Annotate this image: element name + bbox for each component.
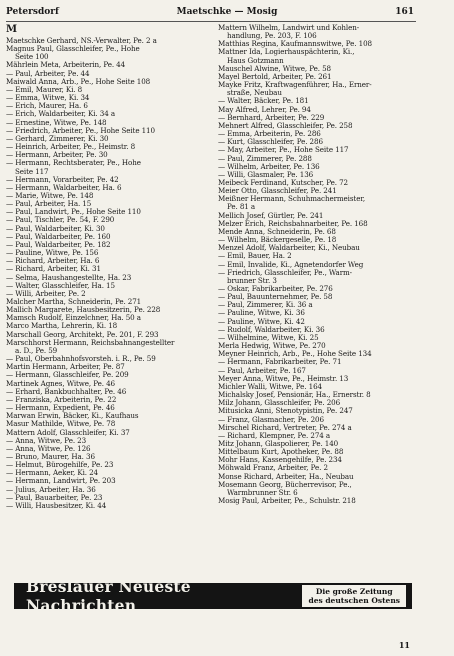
header-rule — [6, 21, 416, 22]
directory-entry: Mattern Adolf, Glasschleifer, Ki. 37 — [6, 428, 130, 437]
directory-entry: — Franz, Glasmacher, Pe. 206 — [218, 415, 324, 424]
directory-entry: — Paul, Waldarbeiter, Ki. 30 — [6, 224, 105, 233]
section-letter: M — [6, 24, 17, 35]
directory-entry: — May, Arbeiter, Pe., Hohe Seite 117 — [218, 146, 349, 155]
newspaper-tagline — [302, 585, 406, 607]
tagline-line-2: des deutschen Ostens — [308, 596, 400, 605]
directory-entry: — Paul, Waldarbeiter, Pe. 182 — [6, 240, 111, 249]
directory-entry: — Willi, Hausbesitzer, Ki. 44 — [6, 501, 107, 510]
directory-entry: — Franziska, Arbeiterin, Pe. 22 — [6, 395, 117, 404]
directory-entry: — Paul, Arbeiter, Ha. 15 — [6, 200, 92, 209]
directory-entry: — Paul, Oberbahnhofsvorsteh. i. R., Pe. 59 — [6, 355, 156, 364]
directory-entry: Mittelbaum Kurt, Apotheker, Pe. 88 — [218, 448, 344, 457]
directory-entry: — Paul, Waldarbeiter, Pe. 160 — [6, 232, 111, 241]
footer-page-number: 11 — [398, 640, 410, 650]
directory-entry: — Marie, Witwe, Pe. 148 — [6, 191, 94, 200]
advertisement-banner — [14, 577, 412, 615]
directory-entry: Mende Anna, Schneiderin, Pe. 68 — [218, 227, 336, 236]
directory-entry: — Emma, Witwe, Ki. 34 — [6, 94, 90, 103]
directory-entry: Michler Walli, Witwe, Pe. 164 — [218, 382, 322, 391]
directory-entry: Mehnert Alfred, Glasschleifer, Pe. 258 — [218, 121, 353, 130]
directory-entry: Maetschke Gerhard, NS.-Verwalter, Pe. 2 a — [6, 37, 157, 45]
directory-entry: — Helmut, Bürogehilfe, Pe. 23 — [6, 461, 114, 470]
directory-entry: Meier Otto, Glasschleifer, Pe. 241 — [218, 187, 337, 196]
directory-entry: Pe. 81 a — [227, 203, 256, 212]
directory-entry: Mallich Margarete, Hausbesitzerin, Pe. 228 — [6, 306, 161, 315]
directory-entry: Warmbrunner Str. 6 — [227, 488, 298, 497]
directory-entry: a. D., Pe. 59 — [15, 346, 58, 355]
directory-entry: — Hermann, Vorarbeiter, Pe. 42 — [6, 175, 119, 184]
directory-entry: Meißner Hermann, Schuhmachermeister, — [218, 195, 366, 204]
directory-entry: Maiwald Anna, Arb., Pe., Hohe Seite 108 — [6, 77, 151, 86]
directory-entry: — Paul, Bauarbeiter, Pe. 23 — [6, 493, 103, 502]
directory-entry: Meibeck Ferdinand, Kutscher, Pe. 72 — [218, 178, 348, 187]
directory-entry: Mayke Fritz, Kraftwagenführer, Ha., Erner- — [218, 81, 372, 90]
directory-entry: straße, Neubau — [227, 89, 282, 98]
directory-entry: — Paul, Zimmerer, Pe. 288 — [218, 154, 312, 163]
directory-entry: Merla Hedwig, Witwe, Pe. 270 — [218, 342, 326, 351]
directory-entry: Mattern Wilhelm, Landwirt und Kohlen- — [218, 24, 360, 32]
directory-entry: — Hermann, Waldarbeiter, Ha. 6 — [6, 183, 122, 192]
directory-entry: Marschall Georg, Architekt, Pe. 201, F. 293 — [6, 330, 159, 339]
directory-entry: Seite 100 — [15, 53, 49, 62]
directory-entry: Mauschel Alwine, Witwe, Pe. 58 — [218, 64, 331, 73]
right-column — [218, 24, 426, 505]
directory-entry: Martin Hermann, Arbeiter, Pe. 87 — [6, 363, 125, 372]
directory-entry: — Erich, Maurer, Ha. 6 — [6, 102, 88, 111]
directory-entry: Mitusicka Anni, Stenotypistin, Pe. 247 — [218, 407, 353, 416]
directory-entry: — Hermann, Glasschleifer, Pe. 209 — [6, 371, 129, 380]
directory-entry: — Erich, Waldarbeiter, Ki. 34 a — [6, 110, 115, 119]
directory-entry: Mirschel Richard, Vertreter, Pe. 274 a — [218, 423, 352, 432]
header-place: Petersdorf — [6, 7, 59, 17]
directory-entry: Mattner Ida, Logierhauspächterin, Ki., — [218, 48, 355, 57]
directory-entry: Monse Richard, Arbeiter, Ha., Neubau — [218, 472, 354, 481]
directory-entry: — Richard, Klempner, Pe. 274 a — [218, 431, 331, 440]
directory-entry: Malcher Martha, Schneiderin, Pe. 271 — [6, 298, 142, 306]
directory-entry: — Friedrich, Glasschleifer, Pe., Warm- — [218, 268, 352, 277]
directory-entry: Matthias Regina, Kaufmannswitwe, Pe. 108 — [218, 40, 372, 49]
directory-entry: — Paul, Zimmerer, Ki. 36 a — [218, 301, 313, 310]
directory-entry: — Richard, Arbeiter, Ha. 6 — [6, 257, 100, 266]
directory-entry: — Ernestine, Witwe, Pe. 148 — [6, 118, 107, 127]
directory-entry: Mosig Paul, Arbeiter, Pe., Schulstr. 218 — [218, 497, 356, 506]
directory-entry: — Emil, Maurer, Ki. 8 — [6, 85, 83, 94]
directory-entry: Michalsky Josef, Pensionär, Ha., Ernerstr. 8 — [218, 391, 371, 400]
directory-entry: — Gerhard, Zimmerer, Ki. 30 — [6, 134, 109, 143]
directory-entry: — Paul, Arbeiter, Pe. 44 — [6, 69, 90, 78]
directory-entry: Marwan Erwin, Bäcker, Ki., Kaufhaus — [6, 412, 139, 421]
directory-entry: — Friedrich, Arbeiter, Pe., Hohe Seite 110 — [6, 126, 155, 135]
directory-entry: Marco Martha, Lehrerin, Ki. 18 — [6, 322, 118, 331]
directory-entry: — Bruno, Maurer, Ha. 36 — [6, 452, 95, 461]
directory-entry: Möhwald Franz, Arbeiter, Pe. 2 — [218, 464, 328, 473]
directory-entry: — Willi, Glasmaler, Pe. 136 — [218, 170, 314, 179]
directory-entry: Mellich Josef, Gürtler, Pe. 241 — [218, 211, 324, 220]
directory-entry: — Paul, Arbeiter, Pe. 167 — [218, 366, 306, 375]
directory-entry: — Hermann, Expedient, Pe. 46 — [6, 404, 115, 413]
header-range: Maetschke — Mosig — [176, 7, 278, 17]
page-header — [0, 4, 454, 20]
directory-entry: — Walter, Bäcker, Pe. 181 — [218, 97, 309, 106]
directory-entry: Melzer Erich, Reichsbahnarbeiter, Pe. 168 — [218, 219, 368, 228]
directory-entry: — Paul, Landwirt, Pe., Hohe Seite 110 — [6, 208, 141, 217]
directory-entry: — Bernhard, Arbeiter, Pe. 229 — [218, 113, 325, 122]
directory-entry: — Hermann, Aeker, Ki. 24 — [6, 469, 98, 478]
directory-entry: — Willi, Arbeiter, Pe. 2 — [6, 289, 86, 298]
directory-entry: Mosemann Georg, Bücherrevisor, Pe., — [218, 480, 352, 489]
directory-entry: — Hermann, Arbeiter, Pe. 30 — [6, 151, 108, 160]
directory-entry: — Erhard, Bankbuchhalter, Pe. 46 — [6, 387, 127, 396]
left-column — [6, 24, 214, 510]
directory-entry: Seite 117 — [15, 167, 49, 176]
directory-entry: — Emil, Invalide, Ki., Agnetendorfer Weg — [218, 260, 364, 269]
directory-entry: Mährlein Meta, Arbeiterin, Pe. 44 — [6, 61, 126, 70]
directory-entry: — Oskar, Fabrikarbeiter, Pe. 276 — [218, 285, 333, 293]
directory-entry: — Julius, Arbeiter, Ha. 36 — [6, 485, 96, 494]
directory-entry: — Richard, Arbeiter, Ki. 31 — [6, 265, 101, 274]
directory-entry: — Hermann, Fabrikarbeiter, Pe. 71 — [218, 358, 342, 367]
tagline-line-1: Die große Zeitung — [315, 587, 393, 596]
directory-entry: Meyer Anna, Witwe, Pe., Heimstr. 13 — [218, 374, 349, 383]
directory-entry: — Hermann, Rechtsberater, Pe., Hohe — [6, 159, 141, 168]
directory-entry: Martinek Agnes, Witwe, Pe. 46 — [6, 379, 115, 388]
directory-entry: — Paul, Bauunternehmer, Pe. 58 — [218, 293, 333, 302]
directory-entry: Meyner Heinrich, Arb., Pe., Hohe Seite 134 — [218, 350, 372, 359]
directory-entry: — Pauline, Witwe, Ki. 42 — [218, 317, 305, 326]
directory-entry: Milz Johann, Glasschleifer, Pe. 206 — [218, 399, 341, 408]
directory-entry: brunner Str. 3 — [227, 276, 277, 285]
directory-entry: — Hermann, Landwirt, Pe. 203 — [6, 477, 116, 486]
directory-entry: handlung, Pe. 203, F. 106 — [227, 32, 317, 41]
directory-entry: May Alfred, Lehrer, Pe. 94 — [218, 105, 311, 114]
directory-entry: — Wilhelm, Bäckergeselle, Pe. 18 — [218, 236, 337, 245]
directory-entry: Mamsch Rudolf, Einzelchner, Ha. 50 a — [6, 314, 141, 323]
directory-entry: Mitz Johann, Glaspolierer, Pe. 140 — [218, 439, 339, 448]
directory-entry: — Emma, Arbeiterin, Pe. 286 — [218, 130, 321, 139]
directory-entry: — Selma, Haushangestellte, Ha. 23 — [6, 273, 132, 282]
newspaper-name: Breslauer Neueste Nachrichten — [26, 577, 191, 615]
directory-entry: Mayel Bertold, Arbeiter, Pe. 261 — [218, 72, 332, 81]
directory-entry: — Heinrich, Arbeiter, Pe., Heimstr. 8 — [6, 143, 136, 152]
directory-entry: — Anna, Witwe, Pe. 126 — [6, 444, 91, 453]
directory-entry: — Wilhelm, Arbeiter, Pe. 136 — [218, 162, 320, 171]
directory-entry: — Anna, Witwe, Pe. 23 — [6, 436, 87, 445]
directory-entry: Masur Mathilde, Witwe, Pe. 78 — [6, 420, 116, 429]
directory-entry: — Pauline, Witwe, Pe. 156 — [6, 249, 99, 258]
header-page-number: 161 — [395, 7, 414, 17]
directory-entry: — Emil, Bauer, Ha. 2 — [218, 252, 292, 261]
directory-entry: — Walter, Glasschleifer, Ha. 15 — [6, 281, 115, 290]
directory-entry: — Kurt, Glasschleifer, Pe. 286 — [218, 138, 323, 147]
directory-entry: — Paul, Tischler, Pe. 54, F. 290 — [6, 216, 115, 225]
directory-entry: Haus Gotzmann — [227, 56, 284, 65]
directory-entry: Menzel Adolf, Waldarbeiter, Ki., Neubau — [218, 244, 360, 253]
directory-entry: Mohr Hans, Kassengehilfe, Pe. 234 — [218, 456, 342, 465]
directory-entry: — Wilhelmine, Witwe, Ki. 25 — [218, 333, 319, 342]
directory-entry: Marschhorst Hermann, Reichsbahnangestellter — [6, 338, 175, 347]
directory-entry: — Pauline, Witwe, Ki. 36 — [218, 309, 305, 318]
directory-entry: — Rudolf, Waldarbeiter, Ki. 36 — [218, 325, 325, 334]
directory-entry: Magnus Paul, Glasschleifer, Pe., Hohe — [6, 45, 140, 54]
